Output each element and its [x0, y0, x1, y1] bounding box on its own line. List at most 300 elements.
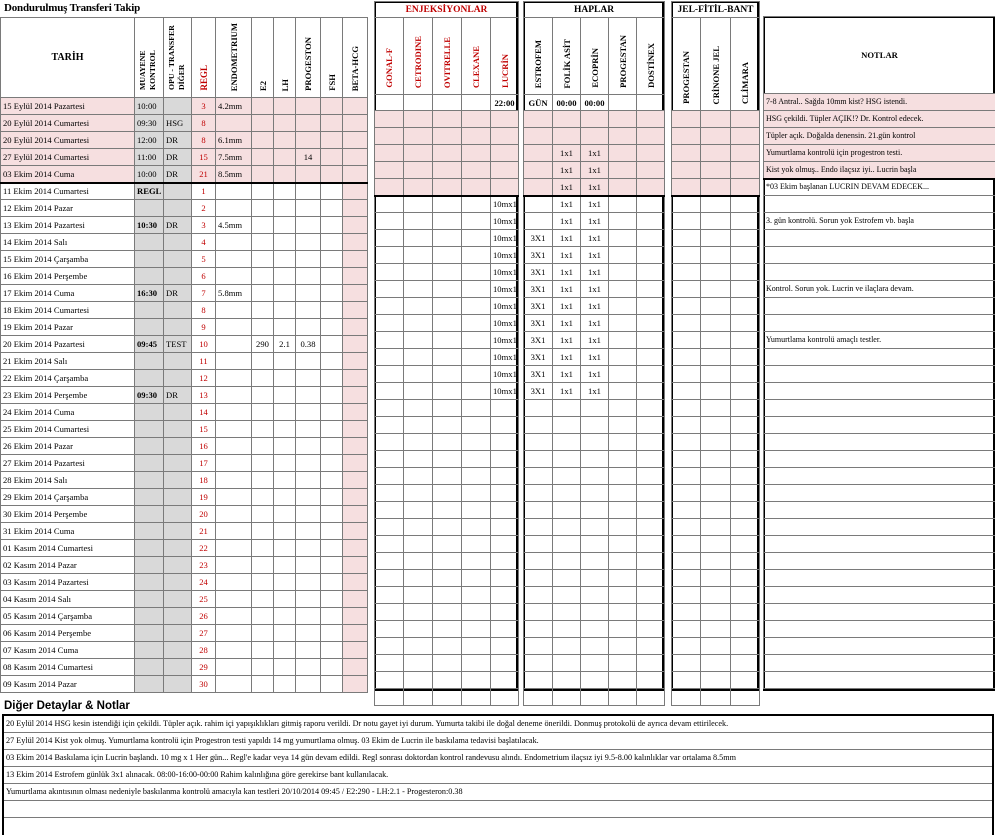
beta-hcg-cell[interactable] [343, 251, 368, 268]
lh-cell[interactable] [274, 421, 296, 438]
pill-cell[interactable]: 1x1 [553, 162, 581, 179]
opu-cell[interactable] [164, 302, 192, 319]
e2-cell[interactable] [252, 659, 274, 676]
pill-cell[interactable] [609, 655, 637, 672]
lh-cell[interactable] [274, 217, 296, 234]
injection-cell[interactable] [433, 689, 462, 706]
time-cell[interactable]: 16:30 [135, 285, 164, 302]
progeston-cell[interactable] [296, 302, 321, 319]
endometrium-cell[interactable] [216, 115, 252, 132]
injection-cell[interactable] [375, 247, 404, 264]
date-cell[interactable]: 03 Ekim 2014 Cuma [1, 166, 135, 183]
e2-cell[interactable] [252, 319, 274, 336]
pill-cell[interactable]: 1x1 [581, 213, 609, 230]
e2-cell[interactable] [252, 455, 274, 472]
injection-cell[interactable] [433, 536, 462, 553]
regl-cell[interactable]: 13 [192, 387, 216, 404]
fsh-cell[interactable] [321, 387, 343, 404]
regl-cell[interactable]: 2 [192, 200, 216, 217]
endometrium-cell[interactable] [216, 625, 252, 642]
note-cell[interactable] [764, 264, 995, 281]
injection-cell[interactable] [375, 587, 404, 604]
note-cell[interactable] [764, 604, 995, 621]
endometrium-cell[interactable] [216, 183, 252, 200]
injection-cell[interactable] [433, 162, 462, 179]
time-cell[interactable] [135, 608, 164, 625]
injection-cell[interactable] [433, 604, 462, 621]
gel-cell[interactable] [731, 111, 760, 128]
lh-cell[interactable] [274, 251, 296, 268]
gel-cell[interactable] [672, 417, 701, 434]
progeston-cell[interactable] [296, 421, 321, 438]
beta-hcg-cell[interactable] [343, 523, 368, 540]
gel-cell[interactable] [701, 400, 731, 417]
beta-hcg-cell[interactable] [343, 676, 368, 693]
fsh-cell[interactable] [321, 132, 343, 149]
injection-cell[interactable] [404, 434, 433, 451]
lh-cell[interactable] [274, 387, 296, 404]
regl-cell[interactable]: 26 [192, 608, 216, 625]
gel-cell[interactable] [672, 128, 701, 145]
pill-cell[interactable] [609, 145, 637, 162]
gel-cell[interactable] [672, 298, 701, 315]
injection-cell[interactable] [462, 213, 491, 230]
gel-cell[interactable] [701, 332, 731, 349]
opu-cell[interactable]: DR [164, 149, 192, 166]
pill-cell[interactable] [553, 655, 581, 672]
gel-cell[interactable] [672, 519, 701, 536]
note-cell[interactable] [764, 315, 995, 332]
note-cell[interactable] [764, 298, 995, 315]
beta-hcg-cell[interactable] [343, 506, 368, 523]
progeston-cell[interactable] [296, 591, 321, 608]
fsh-cell[interactable] [321, 540, 343, 557]
pill-cell[interactable]: 3X1 [524, 332, 553, 349]
opu-cell[interactable] [164, 540, 192, 557]
e2-cell[interactable] [252, 438, 274, 455]
injection-cell[interactable] [404, 400, 433, 417]
progeston-cell[interactable] [296, 285, 321, 302]
pill-cell[interactable]: 1x1 [553, 366, 581, 383]
pill-cell[interactable]: 1x1 [553, 145, 581, 162]
injection-cell[interactable] [375, 655, 404, 672]
note-cell[interactable]: 7-8 Antral.. Sağda 10mm kist? HSG istendi. [764, 94, 995, 111]
progeston-cell[interactable]: 14 [296, 149, 321, 166]
pill-cell[interactable] [609, 536, 637, 553]
e2-cell[interactable] [252, 506, 274, 523]
time-cell[interactable] [135, 591, 164, 608]
progeston-cell[interactable] [296, 387, 321, 404]
gel-cell[interactable] [672, 247, 701, 264]
e2-cell[interactable] [252, 523, 274, 540]
injection-cell[interactable] [375, 468, 404, 485]
pill-cell[interactable] [524, 451, 553, 468]
gel-cell[interactable] [731, 468, 760, 485]
time-cell[interactable] [135, 625, 164, 642]
beta-hcg-cell[interactable] [343, 591, 368, 608]
date-cell[interactable]: 27 Eylül 2014 Cumartesi [1, 149, 135, 166]
time-cell[interactable]: 09:45 [135, 336, 164, 353]
endometrium-cell[interactable]: 6.1mm [216, 132, 252, 149]
injection-cell[interactable] [491, 519, 519, 536]
gel-cell[interactable] [731, 604, 760, 621]
gel-cell[interactable] [672, 468, 701, 485]
pill-cell[interactable] [553, 502, 581, 519]
pill-cell[interactable]: 3X1 [524, 230, 553, 247]
injection-cell[interactable] [404, 145, 433, 162]
injection-cell[interactable] [375, 400, 404, 417]
injection-cell[interactable] [491, 621, 519, 638]
progeston-cell[interactable] [296, 319, 321, 336]
gel-cell[interactable] [701, 451, 731, 468]
pill-cell[interactable] [609, 485, 637, 502]
time-cell[interactable] [135, 557, 164, 574]
injection-cell[interactable] [491, 672, 519, 689]
fsh-cell[interactable] [321, 183, 343, 200]
regl-cell[interactable]: 17 [192, 455, 216, 472]
time-cell[interactable]: 09:30 [135, 115, 164, 132]
beta-hcg-cell[interactable] [343, 319, 368, 336]
opu-cell[interactable] [164, 642, 192, 659]
gel-cell[interactable] [731, 281, 760, 298]
time-cell[interactable] [135, 200, 164, 217]
injection-cell[interactable] [404, 264, 433, 281]
time-cell[interactable] [135, 642, 164, 659]
date-cell[interactable]: 04 Kasım 2014 Salı [1, 591, 135, 608]
pill-cell[interactable] [553, 672, 581, 689]
injection-cell[interactable]: 10mx1 [491, 315, 519, 332]
other-note-line[interactable]: 20 Eylül 2014 HSG kesin istendiği için çekildi. Tüpler açık. rahim içi yapışıklıkları gitmiş raporu verildi. Dr notu gayet iyi durum. Yumurta takibi ile doğal deneme önerildi. Donmuş protokolü de ayrıca devam ettirilecek. [4, 716, 992, 733]
pill-cell[interactable] [553, 604, 581, 621]
endometrium-cell[interactable] [216, 472, 252, 489]
pill-cell[interactable] [524, 162, 553, 179]
pill-cell[interactable] [524, 196, 553, 213]
progeston-cell[interactable] [296, 676, 321, 693]
injection-cell[interactable] [491, 536, 519, 553]
opu-cell[interactable] [164, 659, 192, 676]
gel-cell[interactable] [731, 621, 760, 638]
endometrium-cell[interactable] [216, 353, 252, 370]
note-cell[interactable] [764, 672, 995, 689]
endometrium-cell[interactable] [216, 438, 252, 455]
date-cell[interactable]: 11 Ekim 2014 Cumartesi [1, 183, 135, 200]
injection-cell[interactable] [404, 230, 433, 247]
fsh-cell[interactable] [321, 676, 343, 693]
gel-cell[interactable] [731, 315, 760, 332]
beta-hcg-cell[interactable] [343, 336, 368, 353]
injection-cell[interactable] [462, 485, 491, 502]
gel-cell[interactable] [672, 383, 701, 400]
progeston-cell[interactable] [296, 217, 321, 234]
injection-cell[interactable] [404, 451, 433, 468]
injection-cell[interactable] [491, 587, 519, 604]
injection-cell[interactable] [491, 179, 519, 196]
opu-cell[interactable]: HSG [164, 115, 192, 132]
pill-cell[interactable] [609, 247, 637, 264]
injection-cell[interactable] [375, 264, 404, 281]
injection-cell[interactable] [462, 553, 491, 570]
gel-cell[interactable] [672, 502, 701, 519]
beta-hcg-cell[interactable] [343, 455, 368, 472]
note-cell[interactable] [764, 247, 995, 264]
regl-cell[interactable]: 21 [192, 523, 216, 540]
beta-hcg-cell[interactable] [343, 234, 368, 251]
injection-cell[interactable] [462, 502, 491, 519]
progeston-cell[interactable] [296, 166, 321, 183]
injection-cell[interactable]: 10mx1 [491, 332, 519, 349]
injection-cell[interactable] [462, 587, 491, 604]
injection-cell[interactable] [375, 434, 404, 451]
gel-cell[interactable] [701, 519, 731, 536]
pill-cell[interactable] [637, 604, 665, 621]
pill-cell[interactable] [637, 689, 665, 706]
injection-cell[interactable] [433, 451, 462, 468]
date-cell[interactable]: 06 Kasım 2014 Perşembe [1, 625, 135, 642]
pill-cell[interactable] [609, 349, 637, 366]
injection-cell[interactable] [404, 536, 433, 553]
pill-cell[interactable] [581, 536, 609, 553]
injection-cell[interactable] [404, 672, 433, 689]
note-cell[interactable] [764, 655, 995, 672]
injection-cell[interactable] [404, 604, 433, 621]
date-cell[interactable]: 05 Kasım 2014 Çarşamba [1, 608, 135, 625]
pill-cell[interactable] [637, 179, 665, 196]
opu-cell[interactable] [164, 183, 192, 200]
fsh-cell[interactable] [321, 489, 343, 506]
fsh-cell[interactable] [321, 319, 343, 336]
injection-cell[interactable] [433, 281, 462, 298]
injection-cell[interactable] [462, 281, 491, 298]
lh-cell[interactable] [274, 268, 296, 285]
injection-cell[interactable] [462, 621, 491, 638]
time-cell[interactable] [135, 251, 164, 268]
injection-cell[interactable] [375, 298, 404, 315]
lh-cell[interactable] [274, 625, 296, 642]
pill-cell[interactable] [637, 400, 665, 417]
progeston-cell[interactable] [296, 200, 321, 217]
injection-cell[interactable] [375, 230, 404, 247]
gel-cell[interactable] [701, 570, 731, 587]
time-cell[interactable] [135, 268, 164, 285]
time-cell[interactable]: 10:30 [135, 217, 164, 234]
date-cell[interactable]: 28 Ekim 2014 Salı [1, 472, 135, 489]
note-cell[interactable] [764, 587, 995, 604]
beta-hcg-cell[interactable] [343, 574, 368, 591]
lh-cell[interactable] [274, 642, 296, 659]
pill-cell[interactable] [524, 417, 553, 434]
gel-cell[interactable] [731, 502, 760, 519]
injection-cell[interactable] [462, 519, 491, 536]
time-cell[interactable]: 11:00 [135, 149, 164, 166]
opu-cell[interactable]: DR [164, 166, 192, 183]
progeston-cell[interactable] [296, 115, 321, 132]
date-cell[interactable]: 18 Ekim 2014 Cumartesi [1, 302, 135, 319]
gel-cell[interactable] [672, 536, 701, 553]
injection-cell[interactable] [375, 451, 404, 468]
progeston-cell[interactable] [296, 642, 321, 659]
pill-cell[interactable] [553, 468, 581, 485]
injection-cell[interactable] [404, 485, 433, 502]
injection-cell[interactable] [404, 502, 433, 519]
pill-cell[interactable] [524, 145, 553, 162]
gel-cell[interactable] [672, 264, 701, 281]
pill-cell[interactable] [581, 485, 609, 502]
injection-cell[interactable] [375, 536, 404, 553]
date-cell[interactable]: 20 Eylül 2014 Cumartesi [1, 132, 135, 149]
time-cell[interactable] [135, 506, 164, 523]
pill-cell[interactable] [637, 383, 665, 400]
e2-cell[interactable] [252, 183, 274, 200]
pill-cell[interactable]: 1x1 [581, 264, 609, 281]
gel-cell[interactable] [672, 587, 701, 604]
gel-cell[interactable] [731, 519, 760, 536]
fsh-cell[interactable] [321, 353, 343, 370]
note-cell[interactable]: Yumurtlama kontrolü amaçlı testler. [764, 332, 995, 349]
pill-cell[interactable] [609, 162, 637, 179]
injection-cell[interactable] [404, 315, 433, 332]
injection-cell[interactable] [404, 162, 433, 179]
gel-cell[interactable] [731, 179, 760, 196]
pill-cell[interactable] [637, 417, 665, 434]
endometrium-cell[interactable] [216, 642, 252, 659]
endometrium-cell[interactable] [216, 200, 252, 217]
fsh-cell[interactable] [321, 659, 343, 676]
note-cell[interactable] [764, 451, 995, 468]
endometrium-cell[interactable] [216, 319, 252, 336]
injection-cell[interactable] [491, 468, 519, 485]
pill-cell[interactable] [637, 434, 665, 451]
injection-cell[interactable] [491, 485, 519, 502]
pill-cell[interactable] [581, 587, 609, 604]
injection-cell[interactable] [375, 621, 404, 638]
e2-cell[interactable] [252, 132, 274, 149]
date-cell[interactable]: 26 Ekim 2014 Pazar [1, 438, 135, 455]
regl-cell[interactable]: 12 [192, 370, 216, 387]
pill-cell[interactable] [637, 264, 665, 281]
pill-cell[interactable] [553, 536, 581, 553]
injection-cell[interactable] [375, 502, 404, 519]
date-cell[interactable]: 17 Ekim 2014 Cuma [1, 285, 135, 302]
pill-cell[interactable] [637, 519, 665, 536]
injection-cell[interactable] [462, 400, 491, 417]
fsh-cell[interactable] [321, 404, 343, 421]
pill-cell[interactable]: 1x1 [581, 230, 609, 247]
fsh-cell[interactable] [321, 608, 343, 625]
fsh-cell[interactable] [321, 98, 343, 115]
pill-cell[interactable] [637, 247, 665, 264]
gel-cell[interactable] [701, 434, 731, 451]
gel-cell[interactable] [731, 485, 760, 502]
fsh-cell[interactable] [321, 523, 343, 540]
pill-cell[interactable] [637, 298, 665, 315]
injection-cell[interactable] [462, 383, 491, 400]
gel-cell[interactable] [672, 213, 701, 230]
injection-cell[interactable] [404, 417, 433, 434]
beta-hcg-cell[interactable] [343, 421, 368, 438]
pill-cell[interactable] [637, 621, 665, 638]
gel-cell[interactable] [701, 587, 731, 604]
opu-cell[interactable] [164, 421, 192, 438]
pill-cell[interactable] [581, 451, 609, 468]
lh-cell[interactable] [274, 200, 296, 217]
pill-cell[interactable]: 3X1 [524, 366, 553, 383]
time-cell[interactable] [135, 370, 164, 387]
gel-cell[interactable] [701, 230, 731, 247]
gel-cell[interactable] [731, 196, 760, 213]
injection-cell[interactable] [404, 519, 433, 536]
time-cell[interactable] [135, 472, 164, 489]
gel-cell[interactable] [672, 434, 701, 451]
pill-cell[interactable] [637, 315, 665, 332]
pill-cell[interactable]: 1x1 [581, 366, 609, 383]
fsh-cell[interactable] [321, 455, 343, 472]
note-cell[interactable] [764, 196, 995, 213]
injection-cell[interactable] [462, 468, 491, 485]
endometrium-cell[interactable] [216, 251, 252, 268]
injection-cell[interactable] [433, 264, 462, 281]
pill-cell[interactable]: 1x1 [553, 213, 581, 230]
pill-cell[interactable] [609, 179, 637, 196]
pill-cell[interactable]: 3X1 [524, 247, 553, 264]
pill-cell[interactable] [609, 383, 637, 400]
pill-cell[interactable] [637, 213, 665, 230]
beta-hcg-cell[interactable] [343, 200, 368, 217]
fsh-cell[interactable] [321, 642, 343, 659]
pill-cell[interactable] [609, 689, 637, 706]
pill-cell[interactable] [637, 230, 665, 247]
time-cell[interactable]: 09:30 [135, 387, 164, 404]
pill-cell[interactable] [637, 553, 665, 570]
date-cell[interactable]: 14 Ekim 2014 Salı [1, 234, 135, 251]
pill-cell[interactable] [637, 468, 665, 485]
pill-cell[interactable] [637, 451, 665, 468]
endometrium-cell[interactable] [216, 540, 252, 557]
date-cell[interactable]: 30 Ekim 2014 Perşembe [1, 506, 135, 523]
pill-cell[interactable] [581, 417, 609, 434]
pill-cell[interactable] [637, 536, 665, 553]
regl-cell[interactable]: 8 [192, 132, 216, 149]
beta-hcg-cell[interactable] [343, 404, 368, 421]
date-cell[interactable]: 20 Eylül 2014 Cumartesi [1, 115, 135, 132]
pill-cell[interactable] [609, 213, 637, 230]
gel-cell[interactable] [731, 247, 760, 264]
beta-hcg-cell[interactable] [343, 268, 368, 285]
injection-cell[interactable] [404, 111, 433, 128]
e2-cell[interactable] [252, 370, 274, 387]
progeston-cell[interactable] [296, 438, 321, 455]
regl-cell[interactable]: 20 [192, 506, 216, 523]
date-cell[interactable]: 01 Kasım 2014 Cumartesi [1, 540, 135, 557]
beta-hcg-cell[interactable] [343, 659, 368, 676]
e2-cell[interactable] [252, 574, 274, 591]
injection-cell[interactable] [491, 689, 519, 706]
pill-cell[interactable]: 1x1 [581, 196, 609, 213]
pill-cell[interactable] [637, 638, 665, 655]
e2-cell[interactable] [252, 166, 274, 183]
pill-cell[interactable]: 3X1 [524, 383, 553, 400]
gel-cell[interactable] [672, 485, 701, 502]
endometrium-cell[interactable]: 5.8mm [216, 285, 252, 302]
beta-hcg-cell[interactable] [343, 625, 368, 642]
time-cell[interactable] [135, 404, 164, 421]
date-cell[interactable]: 24 Ekim 2014 Cuma [1, 404, 135, 421]
injection-cell[interactable] [433, 587, 462, 604]
regl-cell[interactable]: 30 [192, 676, 216, 693]
fsh-cell[interactable] [321, 268, 343, 285]
e2-cell[interactable] [252, 302, 274, 319]
endometrium-cell[interactable] [216, 421, 252, 438]
progeston-cell[interactable] [296, 574, 321, 591]
